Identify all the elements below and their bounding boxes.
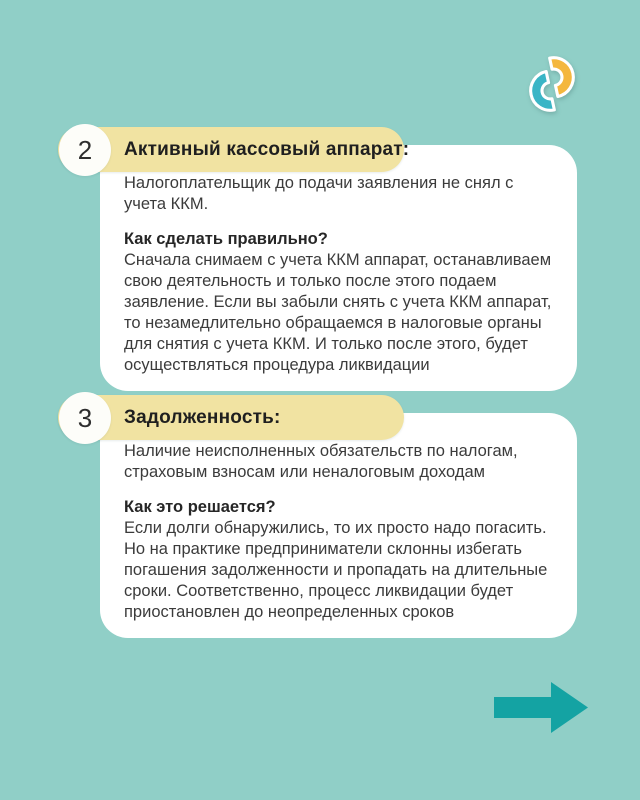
section-title: Задолженность:: [124, 406, 281, 428]
section-number-badge: [59, 124, 111, 176]
card-intro-text: Налогоплательщик до подачи заявления не снял с учета ККМ.: [124, 174, 514, 213]
card-intro-text: Наличие неисполненных обязательств по налогам, страховым взносам или неналоговым доходам: [124, 442, 518, 481]
section-number: 3: [77, 403, 93, 433]
brand-logo: [521, 51, 583, 117]
card-active-cash-register: [100, 145, 577, 391]
arrow-right-icon: [494, 680, 590, 736]
next-arrow-button[interactable]: [494, 680, 590, 736]
card-body-text: Сначала снимаем с учета ККМ аппарат, останавливаем свою деятельность и только после этого подаем заявление. Если вы забыли снять с учета ККМ аппарат, то незамедлительно обращаемся в налоговые органы для снятия с учета ККМ. И только после этого, будет осуществляться процедура ликвидации: [124, 251, 552, 374]
section-title: Активный кассовый аппарат:: [124, 138, 410, 160]
section-number-badge: [59, 392, 111, 444]
card-debts: [100, 413, 577, 638]
card-body-text: Если долги обнаружились, то их просто надо погасить. Но на практике предприниматели склонны избегать погашения задолженности и пропадать на длительные сроки. Соответственно, процесс ликвидации будет приостановлен до неопределенных сроков: [124, 519, 548, 621]
brand-split-ring-logo-icon: [521, 51, 583, 117]
card-subheading: Как сделать правильно?: [124, 230, 328, 248]
section-number: 2: [77, 135, 93, 165]
card-subheading: Как это решается?: [124, 498, 276, 516]
